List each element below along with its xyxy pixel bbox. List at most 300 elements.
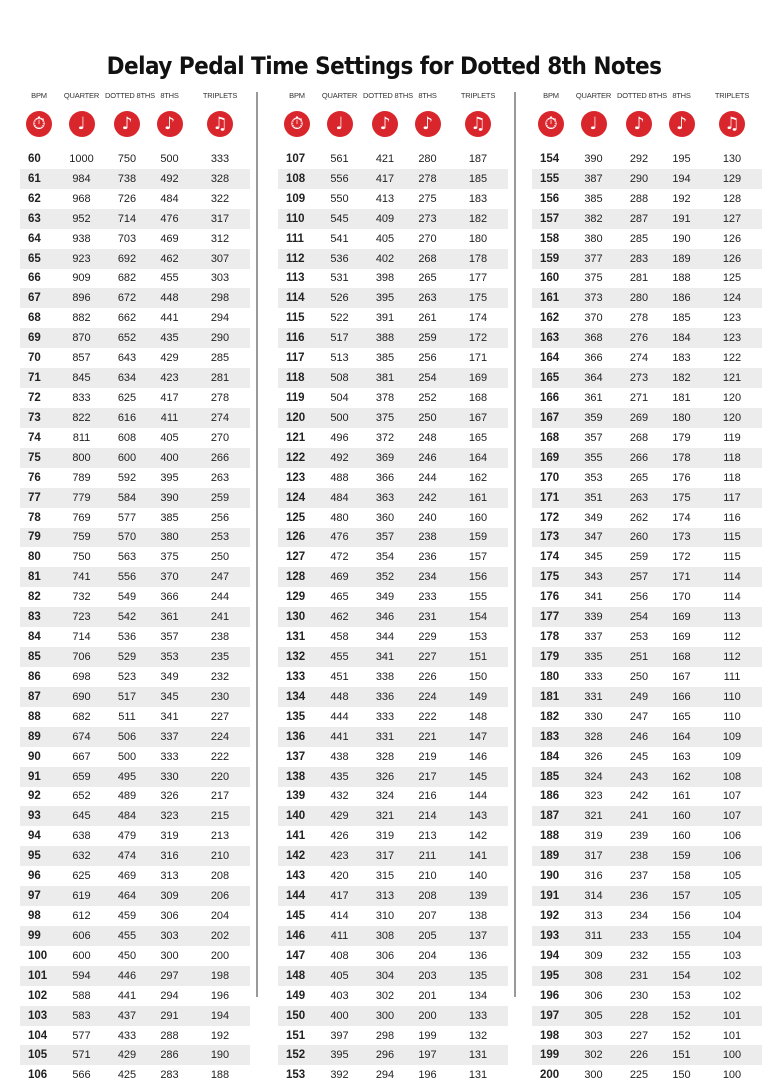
time-cell: 317	[210, 212, 230, 225]
time-cell: 278	[210, 392, 230, 405]
table-row	[532, 209, 762, 229]
time-cell: 214	[418, 810, 437, 823]
time-cell: 204	[418, 949, 437, 962]
time-cell: 197	[418, 1049, 437, 1062]
time-cell: 312	[210, 232, 230, 245]
time-cell: 106	[722, 830, 742, 843]
table-row	[278, 1045, 508, 1065]
time-cell: 321	[375, 810, 395, 823]
time-cell: 101	[722, 1029, 742, 1042]
bpm-cell: 191	[540, 890, 560, 903]
table-row	[532, 687, 762, 707]
bpm-cell: 195	[540, 969, 560, 982]
time-cell: 314	[584, 890, 603, 903]
table-body	[532, 149, 762, 1085]
time-cell: 247	[210, 571, 230, 584]
time-cell: 706	[72, 651, 91, 663]
time-cell: 364	[584, 372, 603, 385]
table-row	[278, 468, 508, 488]
time-cell: 398	[375, 272, 395, 285]
time-cell: 353	[160, 651, 179, 663]
time-cell: 117	[723, 491, 741, 504]
time-cell: 619	[72, 890, 91, 903]
time-cell: 102	[722, 989, 742, 1002]
time-cell: 330	[584, 710, 603, 723]
time-cell: 174	[468, 312, 488, 325]
time-cell: 561	[330, 152, 349, 165]
bpm-cell: 127	[286, 551, 306, 564]
time-cell: 714	[72, 631, 91, 644]
time-cell: 448	[330, 690, 349, 703]
table-row	[20, 209, 250, 229]
bpm-cell: 70	[28, 352, 41, 365]
time-cell: 357	[584, 431, 603, 444]
bpm-cell: 146	[286, 929, 306, 942]
table-row	[278, 1065, 508, 1085]
time-cell: 142	[468, 830, 488, 843]
time-cell: 106	[722, 850, 742, 863]
bpm-cell: 69	[28, 332, 41, 345]
table-row	[20, 886, 250, 906]
time-cell: 326	[160, 790, 179, 803]
bpm-cell: 85	[28, 651, 41, 663]
time-cell: 328	[584, 730, 603, 743]
bpm-cell: 157	[540, 212, 560, 225]
time-cell: 484	[160, 192, 179, 205]
icon-cell	[626, 111, 652, 137]
time-cell: 155	[672, 949, 691, 962]
bpm-cell: 74	[28, 431, 41, 444]
bpm-cell: 150	[286, 1009, 306, 1022]
time-cell: 338	[375, 670, 395, 683]
time-cell: 425	[117, 1069, 137, 1082]
time-cell: 227	[210, 710, 230, 723]
time-cell: 303	[160, 929, 179, 942]
column-header: QUARTER	[63, 90, 100, 100]
time-cell: 208	[418, 890, 437, 903]
time-cell: 714	[117, 212, 137, 225]
table-row	[278, 169, 508, 189]
bpm-cell: 179	[540, 651, 560, 663]
time-cell: 210	[418, 870, 437, 883]
table-row	[532, 1045, 762, 1065]
time-cell: 556	[330, 172, 349, 185]
time-cell: 157	[468, 551, 488, 564]
time-cell: 155	[672, 929, 691, 942]
time-cell: 248	[418, 431, 437, 444]
time-cell: 162	[468, 471, 488, 484]
time-cell: 194	[210, 1009, 230, 1022]
time-cell: 377	[584, 252, 603, 265]
time-cell: 137	[468, 929, 488, 942]
time-cell: 249	[629, 690, 649, 703]
time-cell: 150	[672, 1069, 691, 1082]
time-cell: 128	[722, 192, 742, 205]
table-row	[20, 408, 250, 428]
time-cell: 285	[210, 352, 230, 365]
time-cell: 357	[375, 531, 395, 544]
time-cell: 278	[418, 172, 437, 185]
table-row	[20, 169, 250, 189]
bpm-cell: 60	[28, 152, 41, 165]
time-cell: 638	[72, 830, 91, 843]
time-cell: 300	[160, 949, 179, 962]
table-row	[20, 508, 250, 528]
bpm-cell: 165	[540, 372, 560, 385]
time-cell: 400	[160, 451, 179, 464]
table-row	[532, 1026, 762, 1046]
time-cell: 244	[210, 591, 230, 604]
time-cell: 403	[330, 989, 349, 1002]
time-cell: 231	[629, 969, 649, 982]
time-cell: 545	[330, 212, 349, 225]
time-cell: 185	[468, 172, 488, 185]
time-cell: 110	[723, 710, 741, 723]
time-cell: 120	[722, 411, 742, 424]
time-cell: 584	[117, 491, 137, 504]
time-cell: 692	[117, 252, 137, 265]
time-cell: 476	[330, 531, 349, 544]
time-cell: 472	[330, 551, 349, 564]
time-cell: 205	[418, 929, 437, 942]
time-cell: 240	[418, 511, 437, 524]
bpm-cell: 155	[540, 172, 560, 185]
time-cell: 265	[418, 272, 437, 285]
time-cell: 192	[210, 1029, 230, 1042]
time-cell: 529	[117, 651, 137, 663]
table-row	[532, 806, 762, 826]
time-cell: 432	[330, 790, 349, 803]
time-cell: 360	[375, 511, 395, 524]
time-cell: 417	[160, 392, 179, 405]
table-row	[278, 687, 508, 707]
table-row	[532, 547, 762, 567]
time-cell: 243	[629, 770, 649, 783]
table-row	[278, 767, 508, 787]
time-cell: 333	[584, 670, 603, 683]
table-row	[278, 886, 508, 906]
time-cell: 634	[117, 372, 137, 385]
table-row	[532, 528, 762, 548]
table-row	[278, 508, 508, 528]
time-cell: 397	[330, 1029, 349, 1042]
bpm-cell: 102	[28, 989, 48, 1002]
icon-cell	[284, 111, 310, 137]
time-cell: 435	[330, 770, 349, 783]
time-cell: 127	[722, 212, 742, 225]
time-cell: 492	[330, 451, 349, 464]
time-cell: 246	[418, 451, 437, 464]
time-cell: 136	[468, 949, 488, 962]
column-header: BPM	[31, 90, 47, 100]
bpm-cell: 132	[286, 651, 306, 663]
time-cell: 179	[672, 431, 691, 444]
bpm-cell: 126	[286, 531, 306, 544]
time-cell: 317	[375, 850, 395, 863]
time-cell: 114	[723, 591, 741, 604]
time-cell: 234	[418, 571, 437, 584]
time-cell: 479	[117, 830, 137, 843]
time-cell: 556	[117, 571, 137, 584]
time-cell: 359	[584, 411, 603, 424]
bpm-cell: 72	[28, 392, 41, 405]
time-cell: 328	[210, 172, 230, 185]
time-cell: 242	[418, 491, 437, 504]
time-cell: 469	[117, 870, 137, 883]
time-cell: 496	[330, 431, 349, 444]
bpm-cell: 77	[28, 491, 41, 504]
column-header: 8THS	[418, 90, 437, 100]
time-cell: 152	[672, 1009, 691, 1022]
time-cell: 254	[418, 372, 437, 385]
table-row	[20, 607, 250, 627]
table-row	[278, 149, 508, 169]
time-cell: 682	[72, 710, 91, 723]
table-row	[20, 986, 250, 1006]
time-cell: 141	[468, 850, 488, 863]
bpm-cell: 172	[540, 511, 560, 524]
time-cell: 189	[672, 252, 691, 265]
time-cell: 232	[210, 670, 230, 683]
table-row	[532, 966, 762, 986]
table-row	[20, 667, 250, 687]
time-cell: 186	[672, 292, 691, 305]
time-cell: 413	[375, 192, 395, 205]
bpm-cell: 91	[28, 770, 41, 783]
bpm-cell: 113	[286, 272, 305, 285]
time-cell: 317	[584, 850, 603, 863]
table-row	[20, 488, 250, 508]
bpm-cell: 62	[28, 192, 41, 205]
time-cell: 195	[672, 152, 691, 165]
bpm-cell: 106	[28, 1069, 48, 1082]
bpm-cell: 96	[28, 870, 41, 883]
time-cell: 303	[210, 272, 230, 285]
table-row	[20, 448, 250, 468]
time-cell: 213	[210, 830, 230, 843]
time-cell: 160	[672, 810, 691, 823]
bpm-cell: 122	[286, 451, 306, 464]
table-row	[20, 806, 250, 826]
time-cell: 225	[629, 1069, 649, 1082]
table-row	[532, 607, 762, 627]
time-cell: 268	[418, 252, 437, 265]
time-cell: 409	[375, 212, 395, 225]
time-cell: 135	[468, 969, 488, 982]
icon-cell	[327, 111, 353, 137]
table-row	[20, 787, 250, 807]
time-cell: 113	[723, 611, 741, 624]
table-row	[532, 149, 762, 169]
bpm-cell: 116	[286, 332, 305, 345]
time-cell: 283	[629, 252, 649, 265]
time-cell: 682	[117, 272, 137, 285]
time-cell: 110	[723, 690, 741, 703]
time-cell: 968	[72, 192, 91, 205]
time-cell: 151	[468, 651, 488, 663]
time-cell: 337	[160, 730, 179, 743]
column-header: QUARTER	[321, 90, 358, 100]
table-row	[20, 229, 250, 249]
time-cell: 200	[210, 949, 230, 962]
time-cell: 459	[117, 909, 137, 922]
bpm-cell: 190	[540, 870, 560, 883]
time-cell: 281	[629, 272, 649, 285]
table-row	[278, 727, 508, 747]
table-row	[532, 229, 762, 249]
time-cell: 104	[722, 909, 742, 922]
table-row	[20, 767, 250, 787]
time-cell: 294	[375, 1069, 395, 1082]
time-cell: 380	[584, 232, 603, 245]
time-cell: 224	[210, 730, 230, 743]
time-cell: 800	[72, 451, 91, 464]
table-row	[532, 328, 762, 348]
time-cell: 344	[375, 631, 395, 644]
table-row	[20, 1045, 250, 1065]
icon-cell	[538, 111, 564, 137]
time-cell: 150	[468, 670, 488, 683]
time-cell: 196	[210, 989, 230, 1002]
bpm-cell: 118	[286, 372, 305, 385]
time-cell: 690	[72, 690, 91, 703]
bpm-cell: 119	[286, 392, 305, 405]
icon-cell	[415, 111, 441, 137]
table-row	[532, 727, 762, 747]
time-cell: 909	[72, 272, 91, 285]
table-body	[278, 149, 508, 1085]
time-cell: 132	[468, 1029, 488, 1042]
bpm-cell: 182	[540, 710, 560, 723]
time-cell: 270	[418, 232, 437, 245]
quarter-note-icon: ♩	[69, 111, 95, 137]
time-cell: 154	[468, 611, 488, 624]
time-cell: 550	[330, 192, 349, 205]
time-cell: 280	[418, 152, 437, 165]
table-row	[278, 288, 508, 308]
table-row	[278, 587, 508, 607]
time-cell: 241	[629, 810, 649, 823]
time-cell: 667	[72, 750, 91, 763]
time-cell: 426	[330, 830, 349, 843]
time-cell: 305	[584, 1009, 603, 1022]
time-cell: 337	[584, 631, 603, 644]
time-cell: 500	[330, 411, 349, 424]
time-cell: 236	[418, 551, 437, 564]
time-cell: 105	[722, 890, 742, 903]
time-cell: 274	[629, 352, 649, 365]
time-cell: 331	[375, 730, 395, 743]
time-cell: 174	[672, 511, 691, 524]
time-cell: 201	[418, 989, 437, 1002]
time-cell: 168	[468, 392, 488, 405]
time-cell: 121	[722, 372, 742, 385]
bpm-cell: 92	[28, 790, 41, 803]
time-cell: 632	[72, 850, 91, 863]
time-cell: 147	[468, 730, 488, 743]
bpm-cell: 192	[540, 909, 560, 922]
table-row	[20, 966, 250, 986]
time-cell: 276	[629, 332, 649, 345]
time-cell: 239	[629, 830, 649, 843]
time-cell: 366	[584, 352, 603, 365]
table-row	[278, 189, 508, 209]
time-cell: 769	[72, 511, 91, 524]
bpm-cell: 63	[28, 212, 41, 225]
table-row	[532, 1006, 762, 1026]
table-row	[20, 826, 250, 846]
time-cell: 266	[629, 451, 649, 464]
time-cell: 145	[468, 770, 488, 783]
icon-cell	[114, 111, 140, 137]
bpm-cell: 80	[28, 551, 41, 564]
column-header: QUARTER	[575, 90, 612, 100]
bpm-cell: 173	[540, 531, 560, 544]
bpm-cell: 170	[540, 471, 560, 484]
time-cell: 245	[629, 750, 649, 763]
icon-cell	[207, 111, 233, 137]
time-cell: 134	[468, 989, 488, 1002]
bpm-cell: 185	[540, 770, 560, 783]
bpm-cell: 136	[286, 730, 306, 743]
column-header: TRIPLETS	[714, 90, 750, 100]
time-cell: 423	[330, 850, 349, 863]
table-row	[278, 926, 508, 946]
column-divider	[514, 92, 516, 997]
time-cell: 224	[418, 690, 437, 703]
time-cell: 190	[210, 1049, 230, 1062]
bpm-cell: 152	[286, 1049, 306, 1062]
time-cell: 200	[418, 1009, 437, 1022]
bpm-cell: 95	[28, 850, 41, 863]
time-cell: 306	[375, 949, 395, 962]
time-cell: 391	[375, 312, 395, 325]
time-cell: 199	[418, 1029, 437, 1042]
time-cell: 659	[72, 770, 91, 783]
bpm-cell: 196	[540, 989, 560, 1002]
time-cell: 446	[117, 969, 137, 982]
bpm-cell: 158	[540, 232, 560, 245]
time-cell: 759	[72, 531, 91, 544]
table-row	[20, 528, 250, 548]
time-cell: 112	[723, 651, 741, 663]
table-row	[532, 169, 762, 189]
metronome-icon: ⏱	[538, 111, 564, 137]
time-cell: 188	[210, 1069, 230, 1082]
eighth-note-icon: ♪	[669, 111, 695, 137]
bpm-cell: 75	[28, 451, 41, 464]
bpm-cell: 134	[286, 690, 306, 703]
time-cell: 207	[418, 909, 437, 922]
time-cell: 594	[72, 969, 91, 982]
dotted-eighth-note-icon: ♪	[626, 111, 652, 137]
time-cell: 1000	[69, 152, 94, 165]
time-cell: 896	[72, 292, 91, 305]
time-cell: 230	[629, 989, 649, 1002]
time-cell: 274	[210, 411, 230, 424]
time-cell: 444	[330, 710, 349, 723]
time-cell: 104	[722, 929, 742, 942]
time-cell: 672	[117, 292, 137, 305]
time-cell: 429	[330, 810, 349, 823]
bpm-cell: 61	[28, 172, 41, 185]
bpm-cell: 97	[28, 890, 41, 903]
table-row	[278, 806, 508, 826]
bpm-cell: 99	[28, 929, 41, 942]
bpm-cell: 82	[28, 591, 41, 604]
time-cell: 178	[468, 252, 488, 265]
bpm-cell: 184	[540, 750, 560, 763]
